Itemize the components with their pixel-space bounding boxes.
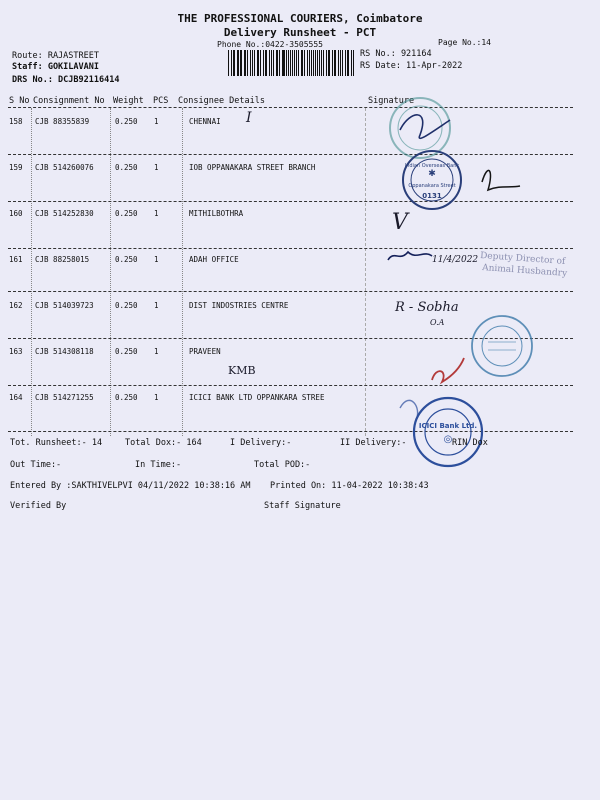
col-consignee: Consignee Details bbox=[178, 96, 265, 106]
col-signature: Signature bbox=[368, 96, 415, 106]
barcode-bar bbox=[323, 50, 325, 76]
barcode-bar bbox=[252, 50, 254, 76]
column-line bbox=[182, 108, 183, 436]
row-sno: 158 bbox=[9, 117, 23, 126]
barcode-bar bbox=[263, 50, 264, 76]
row-weight: 0.250 bbox=[115, 117, 138, 126]
barcode-bar bbox=[241, 50, 242, 76]
out-time: Out Time:- bbox=[10, 460, 62, 470]
document-title: THE PROFESSIONAL COURIERS, Coimbatore bbox=[177, 12, 423, 25]
barcode-bar bbox=[301, 50, 302, 76]
row-weight: 0.250 bbox=[115, 301, 138, 310]
barcode-bar bbox=[317, 50, 318, 76]
barcode-bar bbox=[313, 50, 314, 76]
barcode-bar bbox=[277, 50, 278, 76]
ii-delivery: II Delivery:- bbox=[340, 438, 407, 448]
column-line bbox=[110, 108, 111, 436]
row-weight: 0.250 bbox=[115, 255, 138, 264]
barcode-bar bbox=[250, 50, 251, 76]
row-consignment-no: CJB 514039723 bbox=[35, 301, 94, 310]
signature-163 bbox=[432, 358, 464, 382]
barcode-bar bbox=[347, 50, 348, 76]
column-line bbox=[31, 108, 32, 436]
row-pcs: 1 bbox=[154, 163, 159, 172]
barcode-bar bbox=[319, 50, 320, 76]
page-number: Page No.:14 bbox=[438, 38, 491, 47]
signature-159 bbox=[482, 170, 520, 190]
row-sno: 160 bbox=[9, 209, 23, 218]
document-subtitle: Delivery Runsheet - PCT bbox=[223, 26, 377, 39]
barcode-bar bbox=[258, 50, 259, 76]
row-sno: 163 bbox=[9, 347, 23, 356]
barcode-bar bbox=[332, 50, 333, 76]
row-sno: 159 bbox=[9, 163, 23, 172]
handwritten-sign-161: 11/4/2022 bbox=[432, 255, 479, 265]
barcode-bar bbox=[294, 50, 295, 76]
icici-stamp bbox=[414, 398, 482, 466]
row-consignee: MITHILBOTHRA bbox=[189, 209, 244, 218]
barcode-bar bbox=[266, 50, 267, 76]
staff: Staff: GOKILAVANI bbox=[12, 62, 99, 72]
route: Route: RAJASTREET bbox=[12, 51, 99, 61]
iob-logo-icon: ✱ bbox=[428, 169, 436, 179]
row-pcs: 1 bbox=[154, 255, 159, 264]
barcode-bar bbox=[282, 50, 283, 76]
barcode-bar bbox=[302, 50, 303, 76]
row-consignee: IOB OPPANAKARA STREET BRANCH bbox=[189, 163, 316, 172]
iob-stamp-code: 0131 bbox=[422, 192, 442, 200]
row-weight: 0.250 bbox=[115, 163, 138, 172]
row-consignee: ADAH OFFICE bbox=[189, 255, 239, 264]
row-consignment-no: CJB 514260076 bbox=[35, 163, 94, 172]
barcode-bar bbox=[321, 50, 322, 76]
barcode-bar bbox=[309, 50, 310, 76]
handwritten-mark-158: I bbox=[246, 110, 252, 126]
drs-number: DRS No.: DCJB92116414 bbox=[12, 75, 120, 85]
barcode-bar bbox=[290, 50, 291, 76]
signature-161 bbox=[388, 252, 432, 260]
barcode-bar bbox=[304, 50, 306, 76]
barcode-bar bbox=[265, 50, 266, 76]
barcode-bar bbox=[340, 50, 341, 76]
barcode-bar bbox=[351, 50, 352, 76]
row-weight: 0.250 bbox=[115, 393, 138, 402]
rs-number: RS No.: 921164 bbox=[360, 49, 432, 59]
row-consignment-no: CJB 88258015 bbox=[35, 255, 90, 264]
barcode-bar bbox=[338, 50, 339, 76]
barcode-bar bbox=[348, 50, 349, 76]
row-consignee: CHENNAI bbox=[189, 117, 221, 126]
barcode-bar bbox=[245, 50, 246, 76]
barcode-bar bbox=[283, 50, 285, 76]
barcode-bar bbox=[279, 50, 280, 76]
signature-164 bbox=[400, 400, 418, 420]
row-pcs: 1 bbox=[154, 117, 159, 126]
barcode-bar bbox=[237, 50, 239, 76]
icici-stamp-text: ICICI Bank Ltd. bbox=[418, 422, 478, 430]
director-stamp-line1: Deputy Director of bbox=[479, 251, 566, 267]
barcode-bar bbox=[334, 50, 335, 76]
row-weight: 0.250 bbox=[115, 209, 138, 218]
barcode-bar bbox=[296, 50, 297, 76]
barcode-bar bbox=[298, 50, 299, 76]
signature-158 bbox=[400, 115, 450, 138]
verified-by: Verified By bbox=[10, 501, 67, 511]
total-dox: Total Dox:- 164 bbox=[125, 438, 202, 448]
barcode-bar bbox=[292, 50, 293, 76]
barcode-bar bbox=[286, 50, 287, 76]
barcode-bar bbox=[231, 50, 232, 76]
tot-runsheet: Tot. Runsheet:- 14 bbox=[10, 438, 103, 448]
barcode-bar bbox=[335, 50, 336, 76]
barcode-bar bbox=[315, 50, 316, 76]
barcode-bar bbox=[329, 50, 330, 76]
row-pcs: 1 bbox=[154, 209, 159, 218]
icici-logo-icon: ◎ bbox=[443, 434, 453, 445]
row-consignment-no: CJB 514252830 bbox=[35, 209, 94, 218]
barcode-bar bbox=[345, 50, 346, 76]
row-pcs: 1 bbox=[154, 301, 159, 310]
barcode-bar bbox=[269, 50, 271, 76]
barcode-bar bbox=[307, 50, 308, 76]
row-consignment-no: CJB 514308118 bbox=[35, 347, 94, 356]
row-pcs: 1 bbox=[154, 347, 159, 356]
phone-number: 0422-3505555 bbox=[265, 40, 323, 49]
iob-stamp-name: Indian Overseas Bank bbox=[404, 163, 460, 169]
barcode-bar bbox=[273, 50, 274, 76]
row-consignment-no: CJB 88355839 bbox=[35, 117, 90, 126]
row-sno: 161 bbox=[9, 255, 23, 264]
barcode-bar bbox=[257, 50, 258, 76]
row-sno: 162 bbox=[9, 301, 23, 310]
barcode-bar bbox=[326, 50, 327, 76]
handwritten-note-163: KMB bbox=[228, 364, 256, 377]
col-consignment: Consignment No bbox=[33, 96, 105, 106]
total-pod: Total POD:- bbox=[254, 460, 311, 470]
barcode-bar bbox=[271, 50, 272, 76]
rin-dox: RIN Dox bbox=[452, 438, 488, 448]
stamp-round-158 bbox=[390, 98, 450, 158]
stamps-layer bbox=[360, 90, 600, 470]
handwritten-sub-162: O.A bbox=[430, 318, 445, 327]
row-sno: 164 bbox=[9, 393, 23, 402]
barcode-bar bbox=[228, 50, 229, 76]
handwritten-sign-162: R - Sobha bbox=[395, 300, 459, 315]
col-sno: S No bbox=[9, 96, 30, 106]
row-weight: 0.250 bbox=[115, 347, 138, 356]
barcode-bar bbox=[247, 50, 248, 76]
barcode-bar bbox=[288, 50, 289, 76]
barcode-bar bbox=[311, 50, 312, 76]
staff-signature: Staff Signature bbox=[264, 501, 341, 511]
rs-date: RS Date: 11-Apr-2022 bbox=[360, 61, 463, 71]
barcode-bar bbox=[328, 50, 329, 76]
iob-stamp bbox=[403, 151, 461, 209]
i-delivery: I Delivery:- bbox=[230, 438, 292, 448]
stamp-round-162 bbox=[472, 316, 532, 376]
barcode-bar bbox=[260, 50, 261, 76]
phone-label: Phone No.: bbox=[217, 40, 266, 49]
in-time: In Time:- bbox=[135, 460, 182, 470]
row-consignee: DIST INDOSTRIES CENTRE bbox=[189, 301, 289, 310]
handwritten-mark-160: V bbox=[392, 210, 408, 235]
row-pcs: 1 bbox=[154, 393, 159, 402]
col-pcs: PCS bbox=[153, 96, 169, 106]
row-consignee: PRAVEEN bbox=[189, 347, 221, 356]
barcode bbox=[228, 50, 354, 76]
barcode-bar bbox=[353, 50, 354, 76]
director-stamp-line2: Animal Husbandry bbox=[481, 263, 568, 279]
barcode-bar bbox=[276, 50, 277, 76]
row-consignee: ICICI BANK LTD OPPANKARA STREE bbox=[189, 393, 325, 402]
entered-by: Entered By :SAKTHIVELPVI 04/11/2022 10:38:16 AM bbox=[10, 481, 251, 491]
barcode-bar bbox=[244, 50, 245, 76]
row-consignment-no: CJB 514271255 bbox=[35, 393, 94, 402]
barcode-bar bbox=[240, 50, 241, 76]
barcode-bar bbox=[342, 50, 344, 76]
col-weight: Weight bbox=[113, 96, 144, 106]
barcode-bar bbox=[234, 50, 235, 76]
iob-stamp-branch: Oppanakara Street bbox=[408, 183, 456, 189]
printed-on: Printed On: 11-04-2022 10:38:43 bbox=[270, 481, 429, 491]
barcode-bar bbox=[254, 50, 255, 76]
barcode-bar bbox=[233, 50, 234, 76]
